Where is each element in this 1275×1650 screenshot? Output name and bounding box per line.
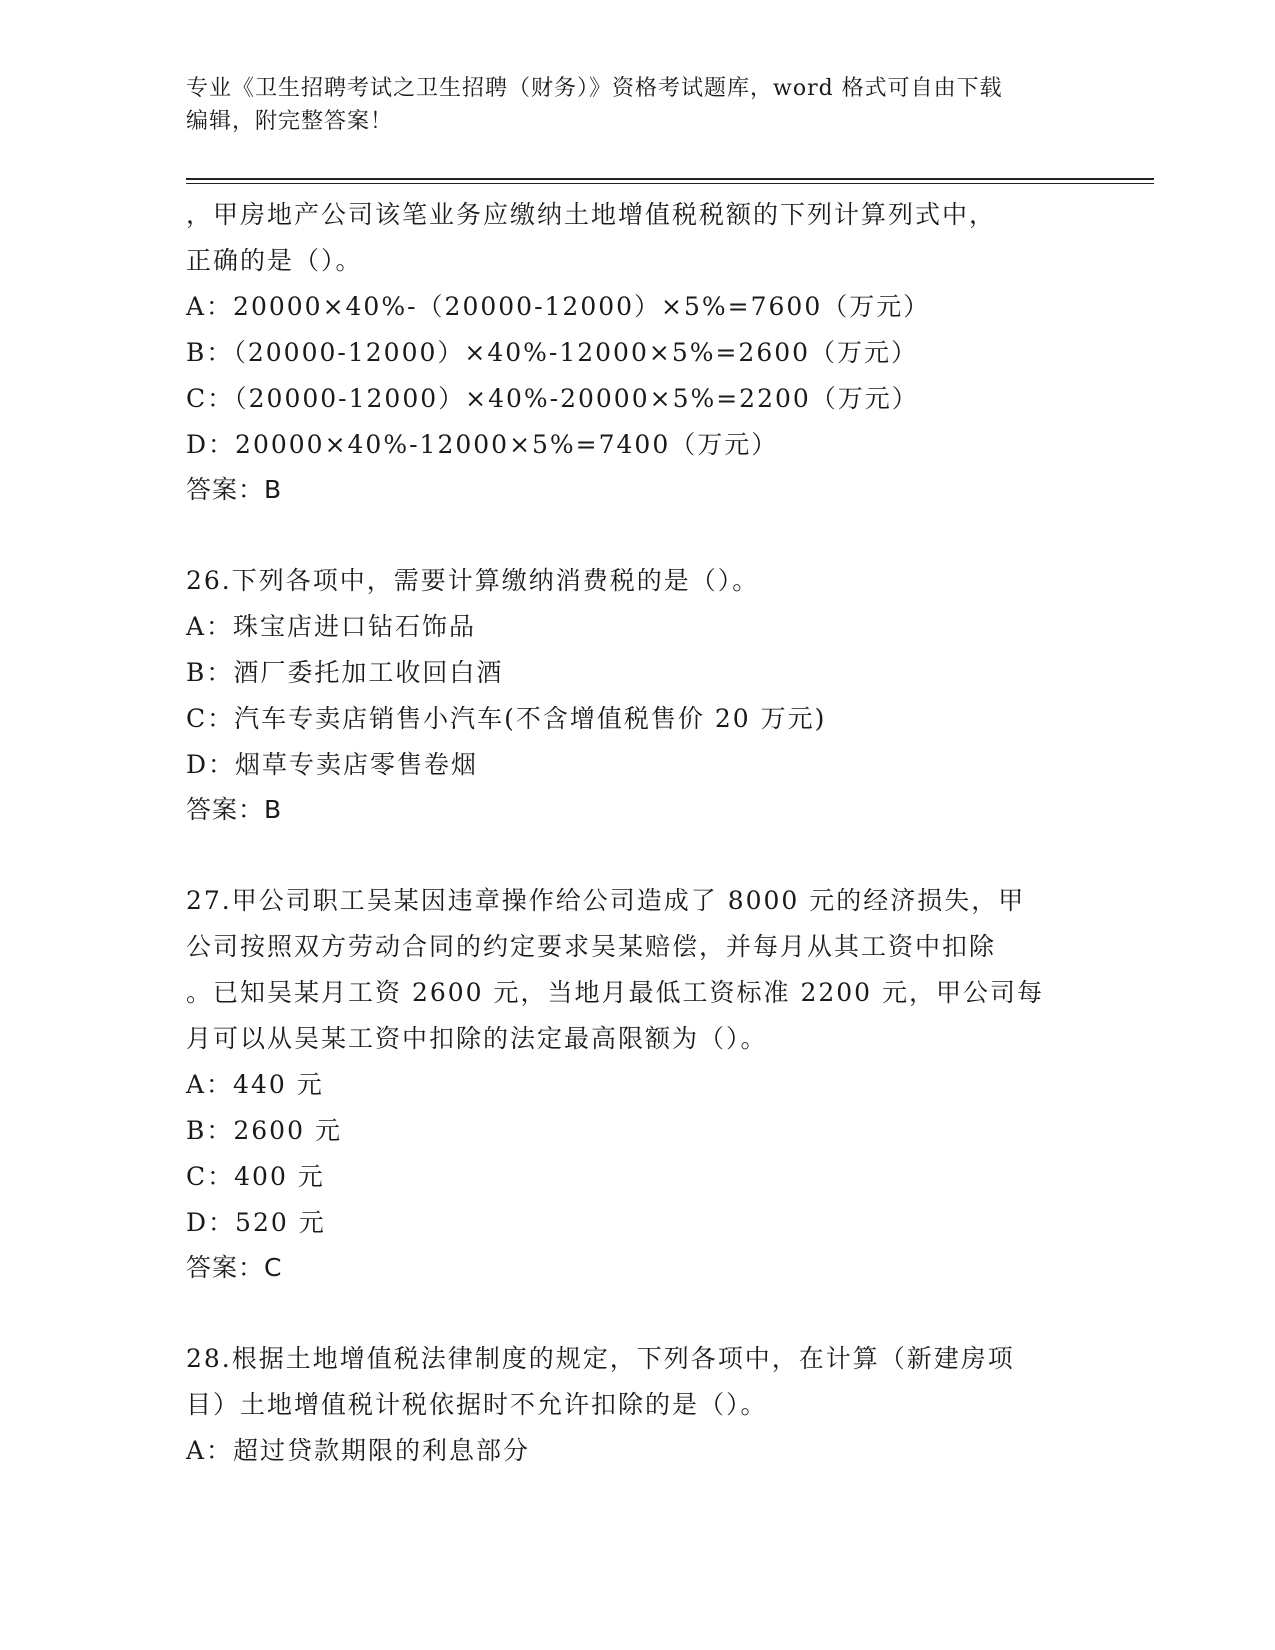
question-stem-line: 公司按照双方劳动合同的约定要求吴某赔偿，并每月从其工资中扣除 — [186, 932, 997, 961]
header-divider-thick — [186, 178, 1154, 180]
document-header — [186, 72, 1086, 138]
question-spacer — [186, 1290, 1086, 1336]
option-a: A：珠宝店进口钻石饰品 — [186, 612, 477, 641]
question-28 — [186, 1336, 1086, 1474]
option-b: B：酒厂委托加工收回白酒 — [186, 658, 504, 687]
question-stem-line: 。已知吴某月工资 2600 元，当地月最低工资标准 2200 元，甲公司每 — [186, 978, 1045, 1007]
option-a: A：20000×40%-（20000-12000）×5%=7600（万元） — [186, 292, 931, 321]
option-c: C：（20000-12000）×40%-20000×5%=2200（万元） — [186, 384, 919, 413]
question-26 — [186, 558, 1086, 832]
question-27 — [186, 878, 1086, 1290]
option-d: D：20000×40%-12000×5%=7400（万元） — [186, 430, 779, 459]
option-c: C：400 元 — [186, 1162, 325, 1191]
question-stem-line: ，甲房地产公司该笔业务应缴纳土地增值税税额的下列计算列式中， — [186, 200, 997, 229]
answer-line: 答案：C — [186, 1253, 283, 1282]
question-stem-line: 27.甲公司职工吴某因违章操作给公司造成了 8000 元的经济损失，甲 — [186, 886, 1026, 915]
header-divider-thin — [186, 183, 1154, 184]
question-stem-line: 28.根据土地增值税法律制度的规定，下列各项中，在计算（新建房项 — [186, 1344, 1015, 1373]
question-spacer — [186, 832, 1086, 878]
question-25 — [186, 192, 1086, 512]
question-stem-line: 月可以从吴某工资中扣除的法定最高限额为（）。 — [186, 1024, 768, 1053]
answer-line: 答案：B — [186, 795, 283, 824]
question-stem-line: 26.下列各项中，需要计算缴纳消费税的是（）。 — [186, 566, 760, 595]
header-line-2: 编辑，附完整答案！ — [186, 109, 394, 134]
option-b: B：（20000-12000）×40%-12000×5%=2600（万元） — [186, 338, 919, 367]
question-spacer — [186, 512, 1086, 558]
option-a: A：440 元 — [186, 1070, 324, 1099]
question-content — [186, 192, 1086, 1474]
header-line-1: 专业《卫生招聘考试之卫生招聘（财务）》资格考试题库，word 格式可自由下载 — [186, 76, 1003, 101]
option-a: A：超过贷款期限的利息部分 — [186, 1436, 531, 1465]
answer-line: 答案：B — [186, 475, 283, 504]
option-d: D：烟草专卖店零售卷烟 — [186, 750, 479, 779]
option-d: D：520 元 — [186, 1208, 326, 1237]
option-b: B：2600 元 — [186, 1116, 342, 1145]
question-stem-line: 目）土地增值税计税依据时不允许扣除的是（）。 — [186, 1390, 768, 1419]
option-c: C：汽车专卖店销售小汽车(不含增值税售价 20 万元) — [186, 704, 827, 733]
question-stem-line: 正确的是（）。 — [186, 246, 363, 275]
